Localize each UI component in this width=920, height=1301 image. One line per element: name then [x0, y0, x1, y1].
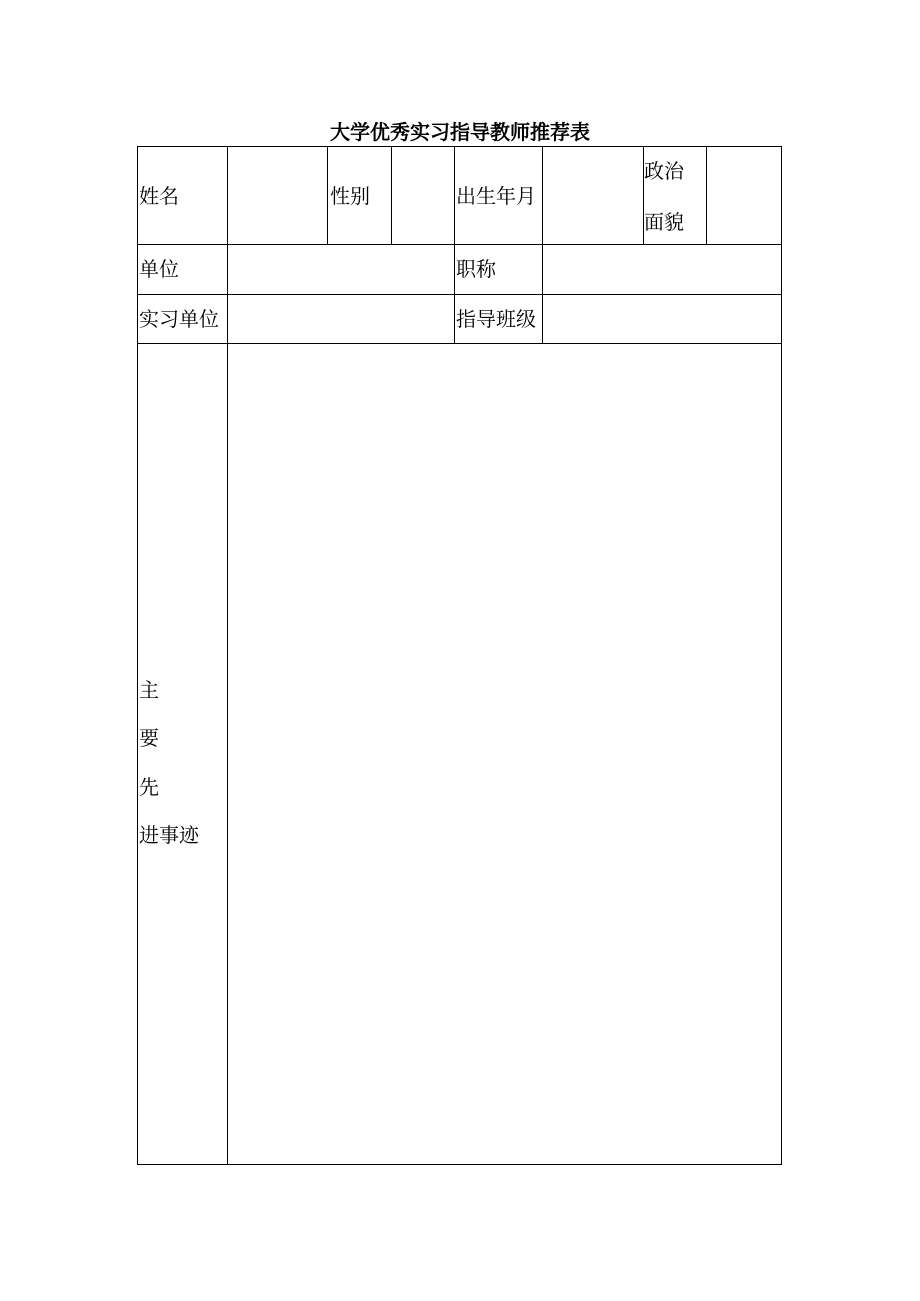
birth-field[interactable]	[543, 147, 643, 244]
gender-field[interactable]	[392, 147, 454, 244]
intern-unit-label: 实习单位	[139, 307, 219, 331]
guided-class-label: 指导班级	[456, 307, 536, 331]
deeds-label-line1: 主	[139, 678, 159, 702]
birth-label: 出生年月	[456, 184, 536, 208]
col-divider-mid	[454, 147, 455, 343]
deeds-field[interactable]	[228, 344, 781, 1164]
job-title-label: 职称	[456, 257, 496, 281]
page-title: 大学优秀实习指导教师推荐表	[330, 120, 590, 144]
recommendation-form	[137, 146, 782, 1165]
political-label-line2: 面貌	[644, 210, 684, 234]
political-field[interactable]	[707, 147, 781, 244]
gender-label: 性别	[330, 184, 370, 208]
deeds-label-line3: 先	[139, 775, 159, 799]
deeds-label-line4: 进事迹	[139, 823, 199, 847]
job-title-field[interactable]	[543, 245, 781, 294]
intern-unit-field[interactable]	[228, 295, 454, 343]
political-label-line1: 政治	[644, 159, 684, 183]
guided-class-field[interactable]	[543, 295, 781, 343]
unit-field[interactable]	[228, 245, 454, 294]
name-label: 姓名	[139, 184, 179, 208]
name-field[interactable]	[228, 147, 327, 244]
deeds-label-line2: 要	[139, 726, 159, 750]
col-divider-gender-label	[327, 147, 328, 244]
unit-label: 单位	[139, 257, 179, 281]
